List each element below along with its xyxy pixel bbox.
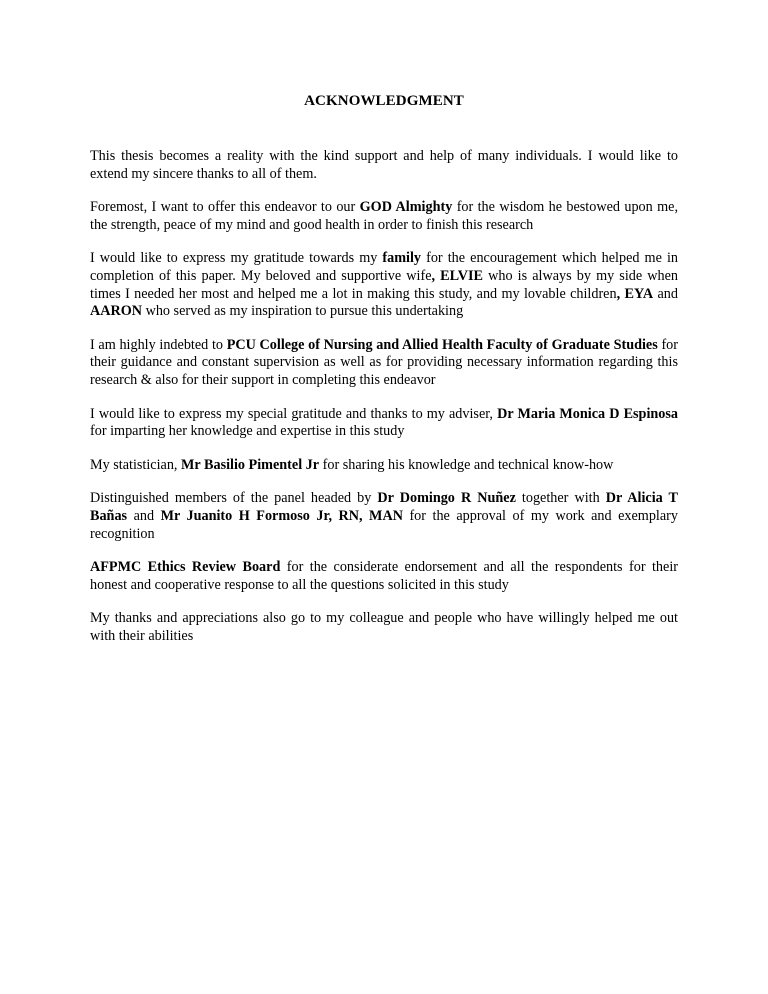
paragraph xyxy=(90,406,678,441)
paragraph xyxy=(90,490,678,543)
bold-text: , EYA xyxy=(616,285,654,302)
text-segment: for the considerate endorsement and all the respondents for their honest and cooperative response to all the questions solicited in this study xyxy=(90,559,678,593)
paragraph xyxy=(90,559,678,594)
text-segment: and xyxy=(127,507,161,524)
text-segment: and xyxy=(653,285,678,302)
paragraph xyxy=(90,250,678,320)
page-title: ACKNOWLEDGMENT xyxy=(304,93,464,109)
text-segment: for sharing his knowledge and technical know-how xyxy=(319,456,614,473)
text-segment: My statistician, xyxy=(90,456,182,473)
text-segment: who served as my inspiration to pursue this undertaking xyxy=(142,303,464,320)
text-segment: I would like to express my special gratitude and thanks to my adviser, xyxy=(90,405,498,422)
paragraph xyxy=(90,199,678,234)
text-segment: for the approval of my work and exemplary recognition xyxy=(90,507,678,542)
paragraph xyxy=(90,337,678,390)
bold-text: , ELVIE xyxy=(431,267,484,284)
bold-text: Dr Domingo R Nuñez xyxy=(377,490,516,507)
text-segment: for imparting her knowledge and expertise in this study xyxy=(90,423,405,440)
text-segment: Distinguished members of the panel headed by xyxy=(90,490,378,507)
bold-text: PCU College of Nursing and Allied Health Faculty of Graduate Studies xyxy=(226,336,658,353)
text-segment: I would like to express my gratitude towards my xyxy=(90,250,383,267)
text-segment: together with xyxy=(515,490,606,507)
text-segment: This thesis becomes a reality with the kind support and help of many individuals. I would like to extend my sincere thanks to all of them. xyxy=(90,148,678,182)
text-segment: I am highly indebted to xyxy=(90,336,227,353)
bold-text: Mr Juanito H Formoso Jr, RN, MAN xyxy=(160,507,403,524)
bold-text: family xyxy=(382,250,422,267)
acknowledgment-body xyxy=(90,148,678,661)
bold-text: AFPMC Ethics Review Board xyxy=(90,559,281,576)
text-segment: Foremost, I want to offer this endeavor to our xyxy=(90,199,360,216)
text-segment: My thanks and appreciations also go to my colleague and people who have willingly helped me out with their abilities xyxy=(90,610,678,644)
text-segment: for the wisdom he bestowed upon me, the strength, peace of my mind and good health in order to finish this research xyxy=(90,199,678,233)
bold-text: Dr Maria Monica D Espinosa xyxy=(497,405,678,422)
paragraph xyxy=(90,457,678,475)
bold-text: GOD Almighty xyxy=(359,199,453,216)
text-segment: for the encouragement which helped me in completion of this paper. My beloved and supportive wife xyxy=(90,250,679,284)
bold-text: Dr Alicia T Bañas xyxy=(90,490,678,524)
text-segment: who is always by my side when times I needed her most and helped me a lot in making this study, and my lovable children xyxy=(90,267,678,302)
bold-text: Mr Basilio Pimentel Jr xyxy=(181,456,320,473)
text-segment: for their guidance and constant supervision as well as for providing necessary information regarding this research & also for their support in completing this endeavor xyxy=(90,336,678,388)
paragraph xyxy=(90,148,678,183)
paragraph xyxy=(90,610,678,645)
bold-text: AARON xyxy=(90,303,143,320)
